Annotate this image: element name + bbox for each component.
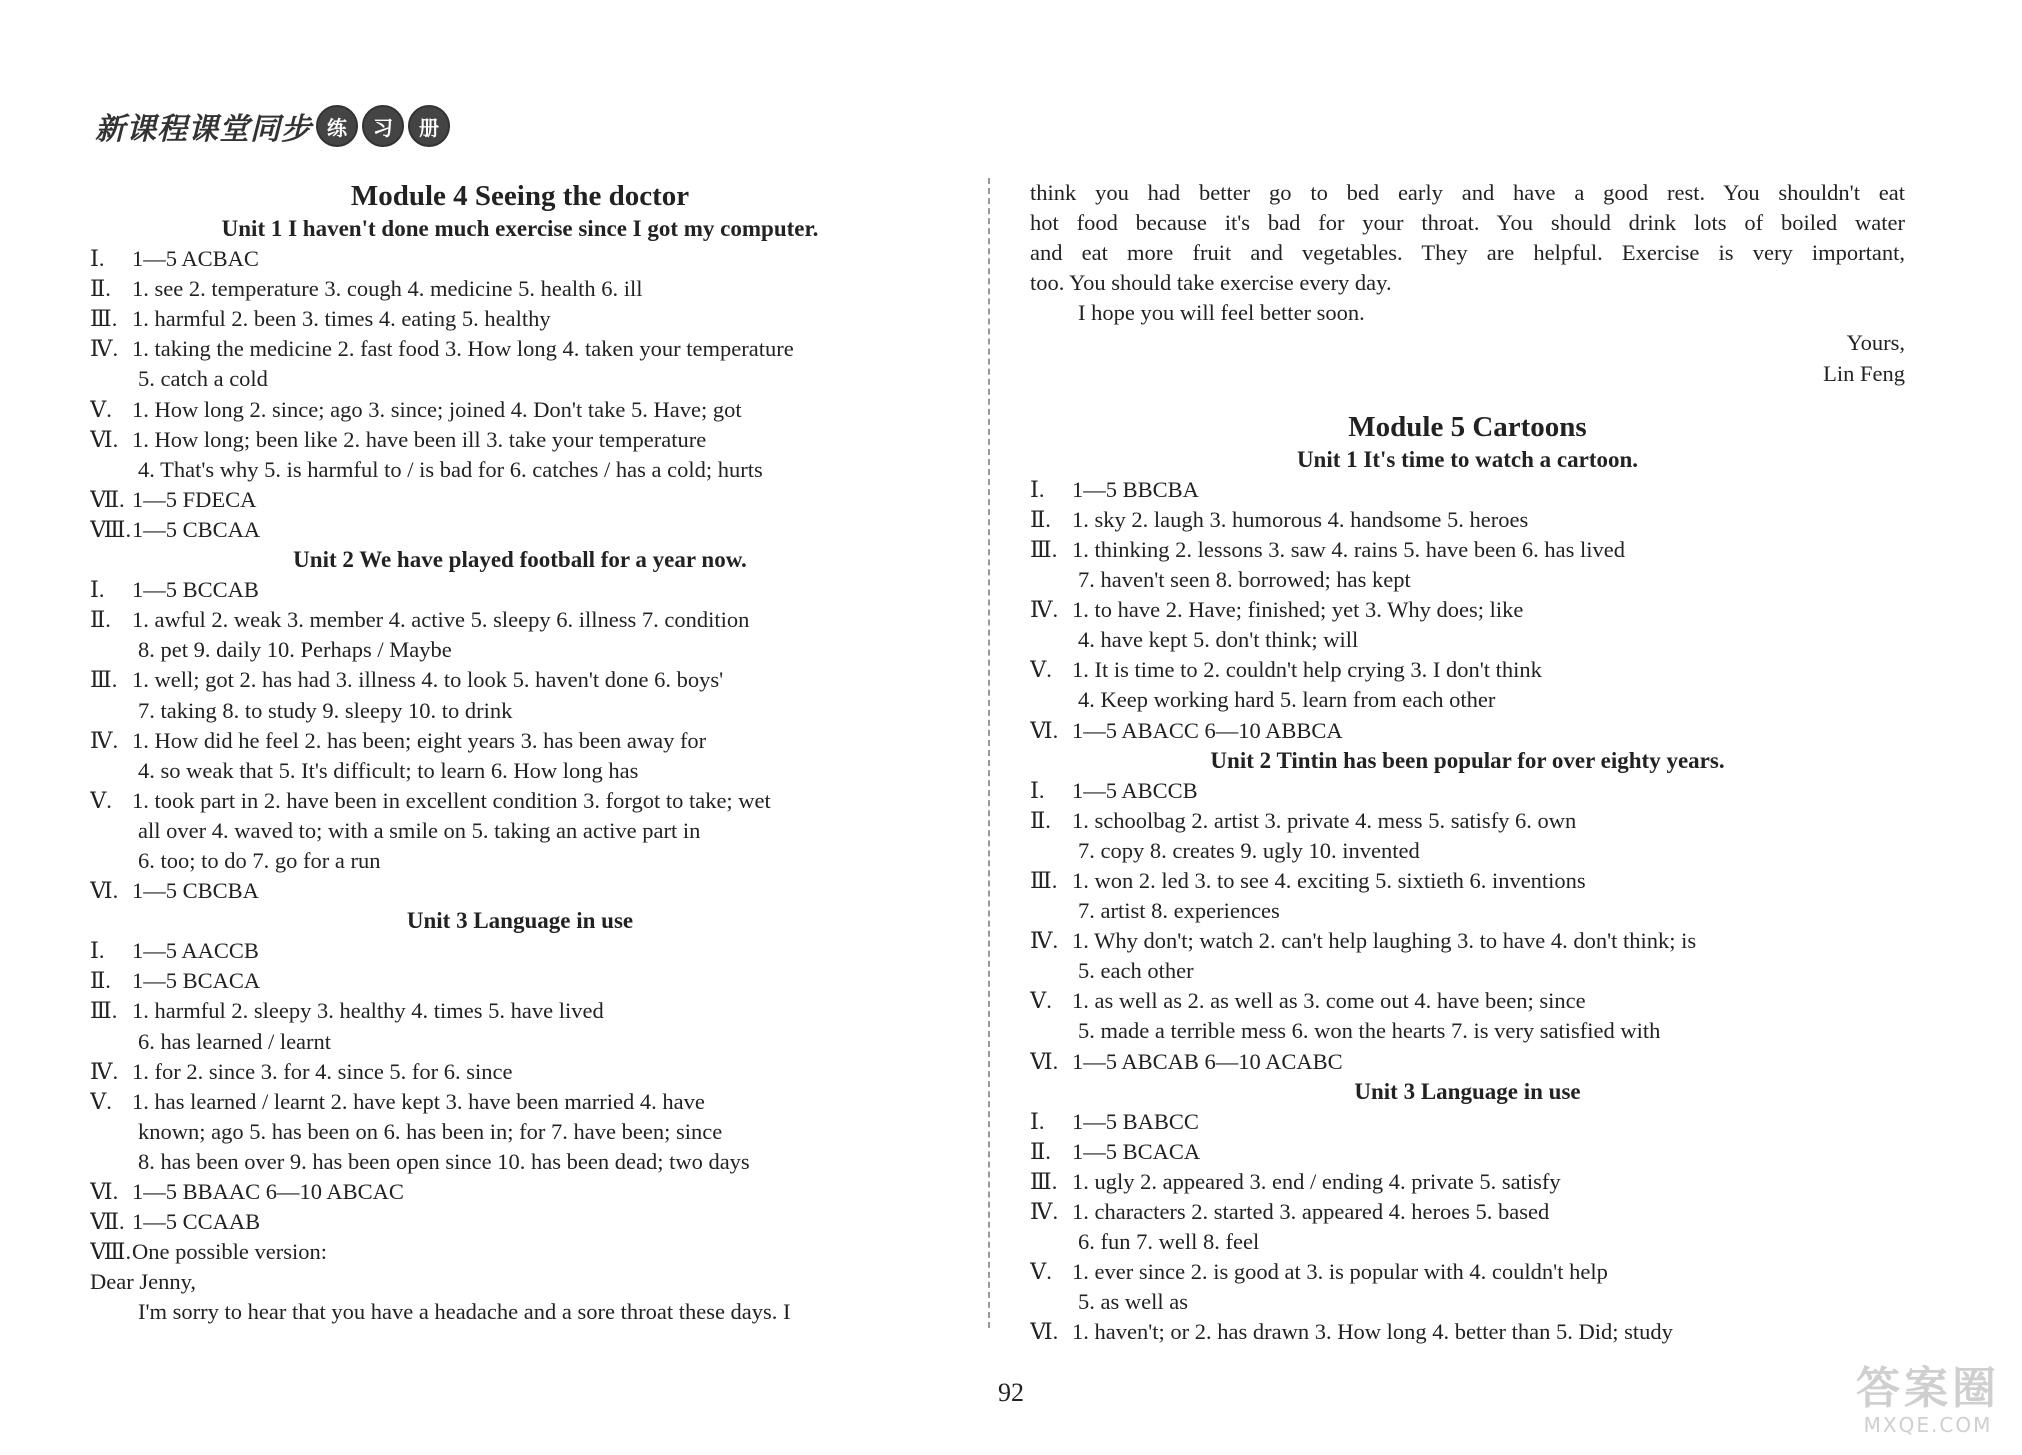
unit-title: Unit 3 Language in use [406, 908, 634, 934]
section-numeral: Ⅴ. [1030, 657, 1052, 683]
answer-row [90, 966, 950, 996]
answer-row [90, 395, 950, 425]
answer-row [1030, 655, 1905, 685]
answer-text: 1. How long 2. since; ago 3. since; joined 4. Don't take 5. Have; got [132, 396, 742, 422]
column-divider [988, 178, 990, 1328]
section-numeral: Ⅴ. [90, 396, 112, 422]
section-numeral: Ⅳ. [1030, 597, 1059, 623]
section-numeral: Ⅲ. [90, 998, 118, 1024]
answer-text: 1. see 2. temperature 3. cough 4. medicine 5. health 6. ill [132, 276, 643, 302]
section-numeral: Ⅴ. [1030, 988, 1052, 1014]
section-numeral: Ⅳ. [1030, 1199, 1059, 1224]
answer-continuation: 7. copy 8. creates 9. ugly 10. invented [1078, 837, 1420, 863]
letter-paragraph-line: I hope you will feel better soon. [1078, 300, 1365, 326]
answer-continuation: known; ago 5. has been on 6. has been in; for 7. have been; since [138, 1118, 723, 1144]
answer-continuation: 6. too; to do 7. go for a run [138, 847, 381, 873]
header-badge-3: 册 [408, 105, 450, 147]
section-numeral: Ⅵ. [1030, 1048, 1059, 1074]
answer-text: 1. Why don't; watch 2. can't help laughing 3. to have 4. don't think; is [1072, 928, 1697, 954]
answer-row [90, 244, 950, 274]
answer-row [1030, 1197, 1905, 1227]
section-numeral: Ⅷ. [90, 1239, 132, 1265]
unit-title: Unit 3 Language in use [1354, 1078, 1581, 1104]
answer-row [90, 996, 950, 1026]
section-numeral: Ⅰ. [90, 938, 105, 964]
answer-text: 1. well; got 2. has had 3. illness 4. to look 5. haven't done 6. boys' [132, 667, 724, 693]
answer-text: 1. haven't; or 2. has drawn 3. How long 4. better than 5. Did; study [1072, 1319, 1673, 1345]
section-numeral: Ⅲ. [90, 306, 118, 332]
answer-text: 1. ugly 2. appeared 3. end / ending 4. private 5. satisfy [1072, 1168, 1561, 1194]
section-numeral: Ⅵ. [1030, 717, 1059, 743]
answer-text: One possible version: [132, 1239, 327, 1265]
answer-row [90, 274, 950, 304]
letter-line: and eat more fruit and vegetables. They are helpful. Exercise is very important, [1030, 240, 1905, 266]
right-column [1030, 178, 1905, 1347]
answer-text: 1—5 ACBAC [132, 246, 259, 272]
header-badge-2: 习 [362, 105, 404, 147]
letter-line: hot food because it's bad for your throat. You should drink lots of boiled water [1030, 210, 1905, 236]
answer-row [1030, 866, 1905, 896]
answer-row [1030, 1137, 1905, 1167]
answer-row [90, 304, 950, 334]
answer-text: 1. How long; been like 2. have been ill 3. take your temperature [132, 426, 707, 452]
answer-text: 1—5 ABCCB [1072, 777, 1198, 803]
answer-row [90, 1237, 950, 1267]
unit-title: Unit 2 We have played football for a year now. [293, 547, 747, 573]
unit-title: Unit 2 Tintin has been popular for over eighty years. [1210, 747, 1725, 773]
answer-text: 1. to have 2. Have; finished; yet 3. Why does; like [1072, 597, 1524, 623]
answer-row [90, 1177, 950, 1207]
section-numeral: Ⅴ. [1030, 1259, 1052, 1285]
answer-continuation: 5. made a terrible mess 6. won the hearts 7. is very satisfied with [1078, 1018, 1661, 1044]
book-series-title: 新课程课堂同步 [95, 112, 312, 147]
answer-continuation: 4. have kept 5. don't think; will [1078, 627, 1359, 653]
answer-text: 1. as well as 2. as well as 3. come out 4. have been; since [1072, 988, 1586, 1014]
section-numeral: Ⅳ. [90, 336, 119, 362]
answer-text: 1. harmful 2. sleepy 3. healthy 4. times 5. have lived [132, 998, 604, 1024]
left-column [90, 178, 950, 1327]
answer-continuation: 4. so weak that 5. It's difficult; to learn 6. How long has [138, 757, 639, 783]
answer-text: 1. sky 2. laugh 3. humorous 4. handsome 5. heroes [1072, 506, 1529, 532]
answer-text: 1. thinking 2. lessons 3. saw 4. rains 5. have been 6. has lived [1072, 536, 1626, 562]
section-numeral: Ⅱ. [90, 607, 111, 633]
answer-row [90, 1207, 950, 1237]
answer-text: 1. awful 2. weak 3. member 4. active 5. sleepy 6. illness 7. condition [132, 607, 750, 633]
section-numeral: Ⅰ. [90, 577, 105, 603]
answer-text: 1. It is time to 2. couldn't help crying 3. I don't think [1072, 657, 1542, 683]
answer-continuation: 5. as well as [1078, 1289, 1188, 1315]
answer-continuation: 5. catch a cold [138, 366, 268, 392]
answer-text: 1. taking the medicine 2. fast food 3. How long 4. taken your temperature [132, 336, 794, 362]
section-numeral: Ⅰ. [90, 246, 105, 272]
answer-text: 1—5 BBAAC 6—10 ABCAC [132, 1179, 404, 1204]
answer-text: 1—5 CBCBA [132, 878, 259, 904]
answer-row [90, 936, 950, 966]
answer-text: 1. How did he feel 2. has been; eight years 3. has been away for [132, 727, 707, 753]
section-numeral: Ⅱ. [1030, 807, 1051, 833]
answer-text: 1. has learned / learnt 2. have kept 3. have been married 4. have [132, 1088, 705, 1114]
letter-closing: Lin Feng [1823, 360, 1905, 386]
site-watermark [1856, 1365, 2000, 1437]
answer-continuation: 7. taking 8. to study 9. sleepy 10. to drink [138, 697, 513, 723]
answer-row [1030, 716, 1905, 746]
section-numeral: Ⅱ. [1030, 1138, 1051, 1164]
section-numeral: Ⅲ. [1030, 536, 1058, 562]
answer-continuation: 4. That's why 5. is harmful to / is bad for 6. catches / has a cold; hurts [138, 456, 763, 482]
answer-row [90, 425, 950, 455]
section-numeral: Ⅲ. [90, 667, 118, 693]
answer-row [1030, 1257, 1905, 1287]
answer-row [90, 575, 950, 605]
watermark-logo-text: 答案圈 [1856, 1363, 2000, 1414]
answer-text: 1—5 ABCAB 6—10 ACABC [1072, 1048, 1343, 1074]
answer-row [1030, 926, 1905, 956]
answer-text: 1—5 BABCC [1072, 1108, 1199, 1134]
answer-text: 1—5 FDECA [132, 486, 257, 512]
section-numeral: Ⅴ. [90, 1088, 112, 1114]
section-gap [1030, 389, 1905, 409]
book-header [95, 104, 450, 148]
letter-paragraph-line: I'm sorry to hear that you have a headache and a sore throat these days. I [138, 1299, 791, 1325]
answer-text: 1—5 BCACA [1072, 1138, 1201, 1164]
section-numeral: Ⅶ. [90, 486, 125, 512]
section-numeral: Ⅱ. [90, 276, 111, 302]
answer-text: 1—5 ABACC 6—10 ABBCA [1072, 717, 1343, 743]
answer-text: 1. for 2. since 3. for 4. since 5. for 6. since [132, 1058, 513, 1084]
section-numeral: Ⅱ. [90, 968, 111, 994]
answer-continuation: 6. fun 7. well 8. feel [1078, 1229, 1260, 1255]
letter-closing: Yours, [1846, 330, 1905, 356]
unit-title: Unit 1 It's time to watch a cartoon. [1296, 446, 1639, 472]
answer-row [90, 665, 950, 695]
letter-line: Dear Jenny, [90, 1269, 196, 1295]
answer-continuation: 4. Keep working hard 5. learn from each other [1078, 687, 1496, 713]
section-numeral: Ⅷ. [90, 516, 132, 542]
section-numeral: Ⅰ. [1030, 1108, 1045, 1134]
answer-text: 1. characters 2. started 3. appeared 4. heroes 5. based [1072, 1199, 1550, 1224]
answer-continuation: all over 4. waved to; with a smile on 5. taking an active part in [138, 817, 701, 843]
answer-row [1030, 475, 1905, 505]
answer-row [1030, 776, 1905, 806]
section-numeral: Ⅶ. [90, 1209, 125, 1235]
answer-row [90, 1057, 950, 1087]
answer-text: 1—5 AACCB [132, 938, 259, 964]
section-numeral: Ⅵ. [90, 1179, 119, 1204]
answer-continuation: 8. pet 9. daily 10. Perhaps / Maybe [138, 637, 452, 663]
module-title: Module 5 Cartoons [1348, 410, 1587, 443]
answer-row [90, 485, 950, 515]
answer-text: 1. took part in 2. have been in excellent condition 3. forgot to take; wet [132, 787, 771, 813]
section-numeral: Ⅵ. [90, 426, 119, 452]
answer-continuation: 7. haven't seen 8. borrowed; has kept [1078, 567, 1411, 593]
answer-continuation: 7. artist 8. experiences [1078, 898, 1280, 924]
answer-text: 1—5 BCCAB [132, 577, 259, 603]
answer-text: 1. ever since 2. is good at 3. is popular with 4. couldn't help [1072, 1259, 1608, 1285]
answer-row [1030, 1317, 1905, 1347]
answer-text: 1—5 BCACA [132, 968, 261, 994]
answer-text: 1—5 BBCBA [1072, 476, 1199, 502]
answer-continuation: 8. has been over 9. has been open since 10. has been dead; two days [138, 1148, 750, 1174]
section-numeral: Ⅳ. [90, 1058, 119, 1084]
section-numeral: Ⅳ. [90, 727, 119, 753]
answer-text: 1—5 CBCAA [132, 516, 261, 542]
answer-text: 1. harmful 2. been 3. times 4. eating 5. healthy [132, 306, 551, 332]
section-numeral: Ⅵ. [90, 878, 119, 904]
letter-line: too. You should take exercise every day. [1030, 270, 1392, 296]
section-numeral: Ⅲ. [1030, 1168, 1058, 1194]
answer-continuation: 5. each other [1078, 958, 1194, 984]
watermark-url: MXQE.COM [1863, 1413, 1993, 1437]
answer-row [1030, 1047, 1905, 1077]
answer-row [1030, 1167, 1905, 1197]
section-numeral: Ⅴ. [90, 787, 112, 813]
answer-row [90, 515, 950, 545]
answer-row [1030, 595, 1905, 625]
answer-continuation: 6. has learned / learnt [138, 1028, 332, 1054]
answer-row [90, 334, 950, 364]
answer-row [1030, 806, 1905, 836]
answer-row [1030, 986, 1905, 1016]
answer-text: 1. schoolbag 2. artist 3. private 4. mess 5. satisfy 6. own [1072, 807, 1577, 833]
section-numeral: Ⅰ. [1030, 476, 1045, 502]
answer-text: 1. won 2. led 3. to see 4. exciting 5. sixtieth 6. inventions [1072, 867, 1586, 893]
section-numeral: Ⅲ. [1030, 867, 1058, 893]
header-badge-1: 练 [316, 105, 358, 147]
unit-title: Unit 1 I haven't done much exercise since I got my computer. [221, 216, 819, 241]
answer-row [90, 786, 950, 816]
letter-line: think you had better go to bed early and have a good rest. You shouldn't eat [1030, 180, 1905, 205]
module-title: Module 4 Seeing the doctor [350, 180, 690, 212]
answer-row [1030, 535, 1905, 565]
page-number: 92 [998, 1378, 1024, 1407]
answer-row [90, 876, 950, 906]
answer-row [1030, 1107, 1905, 1137]
section-numeral: Ⅵ. [1030, 1319, 1059, 1345]
answer-text: 1—5 CCAAB [132, 1209, 261, 1235]
section-numeral: Ⅱ. [1030, 506, 1051, 532]
answer-row [90, 605, 950, 635]
answer-row [90, 1087, 950, 1117]
answer-row [1030, 505, 1905, 535]
answer-row [90, 726, 950, 756]
section-numeral: Ⅳ. [1030, 928, 1059, 954]
section-numeral: Ⅰ. [1030, 777, 1045, 803]
